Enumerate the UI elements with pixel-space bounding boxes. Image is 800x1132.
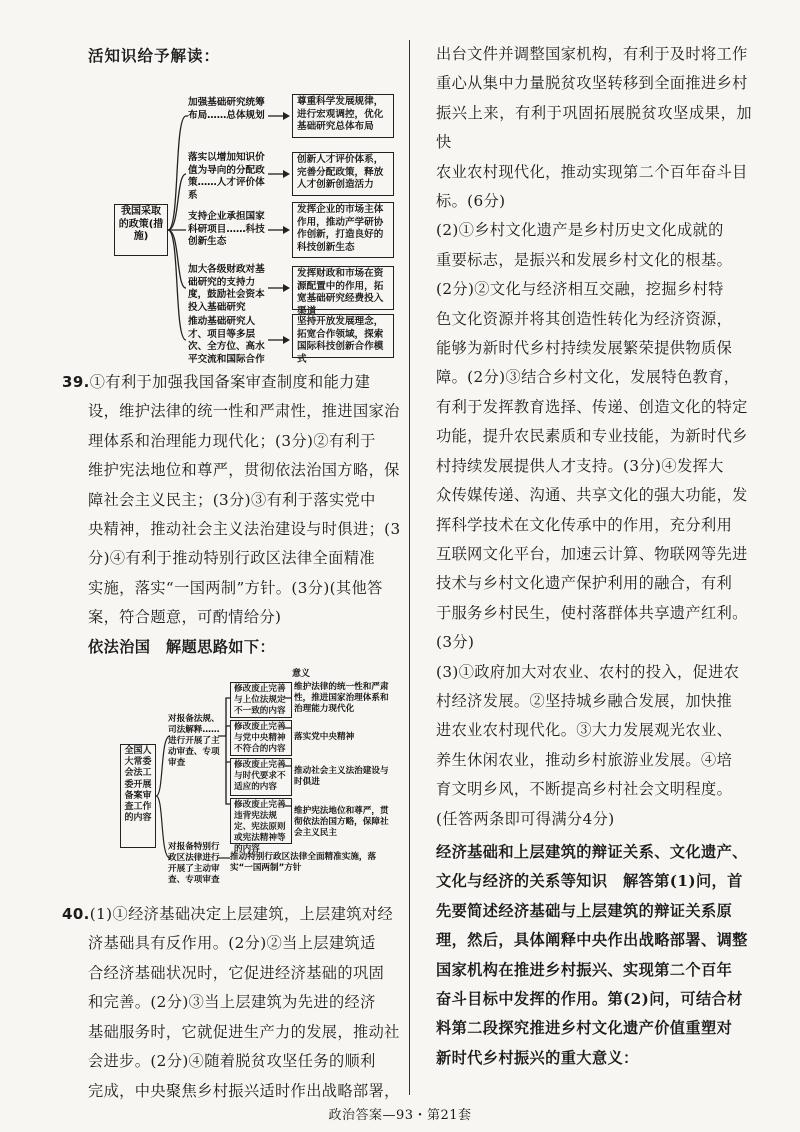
diagram1-measure: 加大各级财政对基础研究的支持力度，鼓励社会资本投入基础研究	[188, 264, 265, 313]
column-divider	[409, 40, 410, 1095]
answer-line: 挥科学技术在文化传承中的作用，充分利用	[436, 515, 733, 534]
answer-line: (3)①政府加大对农业、农村的投入，促进农	[436, 662, 740, 681]
diagram1-measure: 支持企业承担国家科研项目……科技创新生态	[188, 211, 265, 248]
diagram1-root: 我国采取的政策(措施)	[114, 204, 168, 256]
answer-line: 设，维护法律的统一性和严肃性，推进国家治	[88, 402, 400, 421]
answer-line: 案，符合题意，可酌情给分)	[88, 608, 282, 627]
diagram2-meaning: 落实党中央精神	[294, 732, 355, 743]
diagram1-meaning: 坚持开放发展理念，拓宽合作领域，探索国际科技创新合作模式	[292, 314, 394, 358]
diagram2-meaning: 推动社会主义法治建设与时俱进	[294, 766, 389, 788]
diagram1-meaning: 发挥企业的市场主体作用，推动产学研协作创新，打造良好的科技创新生态	[292, 202, 394, 258]
diagram1-meaning: 创新人才评价体系，完善分配政策，释放人才创新创造活力	[292, 152, 394, 196]
analysis-line: 理，然后，具体阐释中央作出战略部署、调整	[436, 931, 748, 950]
diagram2-action: 修改废止完善与党中央精神不符合的内容	[230, 720, 292, 756]
answer-line: 实施，落实“一国两制”方针。(3分)(其他答	[88, 578, 383, 597]
diagram2-heading: 依法治国 解题思路如下：	[88, 637, 276, 656]
diagram2-action: 修改废止完善与时代要求不适应的内容	[230, 758, 292, 796]
answer-line: 养生休闲农业，推动乡村旅游业发展。④培	[436, 750, 733, 769]
diagram2-meaning: 维护法律的统一性和严肃性，推进国家治理体系和治理能力现代化	[294, 682, 389, 715]
question-40	[62, 900, 406, 1106]
answer-line: 能够为新时代乡村持续发展繁荣提供物质保	[436, 339, 733, 358]
answer-line: 功能，提升农民素质和专业技能，为新时代乡	[436, 427, 748, 446]
answer-line: 障社会主义民主；(3分)③有利于落实党中	[88, 490, 376, 509]
policy-diagram	[88, 72, 406, 365]
answer-line: 技术与乡村文化遗产保护利用的融合，有利	[436, 574, 733, 593]
answer-line: 标。(6分)	[436, 192, 506, 211]
answer-line: 育文明乡风，不断提高乡村社会文明程度。	[436, 780, 733, 799]
answer-line: 央精神，推动社会主义法治建设与时俱进；(3	[88, 520, 401, 539]
answer-line: 分)④有利于推动特别行政区法律全面精准	[88, 549, 375, 568]
answer-line: 农业农村现代化，推动实现第二个百年奋斗目	[436, 162, 748, 181]
review-scope: 对报备法规、司法解释……进行开展了主动审查、专项审查	[168, 714, 220, 769]
diagram2-action: 修改废止完善与上位法规定不一致的内容	[230, 682, 292, 718]
answer-line: 众传媒传递、沟通、共享文化的强大功能，发	[436, 486, 748, 505]
diagram2-action: 修改废止完善违背宪法规定、宪法原则或宪法精神等的内容	[230, 798, 292, 844]
page-footer: 政治答案—93・第21套	[328, 1108, 472, 1123]
diagram2-meaning: 推动特别行政区法律全面精准实施，落实“一国两制”方针	[230, 852, 377, 874]
analysis-line: 国家机构在推进乡村振兴、实现第二个百年	[436, 960, 733, 979]
diagram1-meaning: 尊重科学发展规律，进行宏观调控，优化基础研究总体布局	[292, 94, 394, 138]
answer-line: 互联网文化平台，加速云计算、物联网等先进	[436, 544, 748, 563]
answer-line: (任答两条即可得满分4分)	[436, 809, 615, 828]
section-heading: 活知识给予解读：	[88, 46, 221, 65]
diagram1-measure: 落实以增加知识价值为导向的分配政策……人才评价体系	[188, 152, 265, 201]
diagram1-measure: 加强基础研究统筹布局……总体规划	[188, 97, 265, 121]
review-scope: 对报备特别行政区法律进行开展了主动审查、专项审查	[168, 842, 220, 886]
question-number: 39.	[62, 373, 90, 391]
answer-line: 完成，中央聚焦乡村振兴适时作出战略部署，	[88, 1081, 400, 1100]
answer-line: 合经济基础状况时，它促进经济基础的巩固	[88, 963, 385, 982]
rule-of-law-diagram	[88, 666, 406, 892]
meaning-header: 意义	[292, 669, 311, 680]
answer-line: 维护宪法地位和尊严，贯彻依法治国方略，保	[88, 461, 400, 480]
answer-line: 进农业农村现代化。③大力发展观光农业、	[436, 721, 733, 740]
question-number: 40.	[62, 905, 90, 924]
answer-line: (2)①乡村文化遗产是乡村历史文化成就的	[436, 221, 724, 240]
answer-line: 村持续发展提供人才支持。(3分)④发挥大	[436, 456, 724, 475]
diagram1-measure: 推动基础研究人才、项目等多层次、全方位、高水平交流和国际合作	[188, 316, 265, 365]
diagram1-meaning: 发挥财政和市场在资源配置中的作用，拓宽基础研究经费投入渠道	[292, 266, 394, 310]
answer-line: 出台文件并调整国家机构，有利于及时将工作	[436, 45, 748, 63]
answer-line: 振兴上来，有利于巩固拓展脱贫攻坚成果，加快	[436, 103, 752, 152]
answer-line: 色文化资源并将其创造性转化为经济资源，	[436, 309, 733, 328]
diagram2-root: 全国人大常委会法工委开展备案审查工作的内容	[120, 744, 156, 848]
analysis-line: 经济基础和上层建筑的辩证关系、文化遗产、	[436, 842, 748, 861]
left-column	[62, 44, 406, 1106]
answer-line: 理体系和治理能力现代化；(3分)②有利于	[88, 431, 376, 450]
answer-line: 重要标志，是振兴和发展乡村文化的根基。	[436, 250, 733, 269]
analysis-line: 新时代乡村振兴的重大意义：	[436, 1048, 639, 1067]
analysis-block	[436, 838, 752, 1073]
answer-line: ①有利于加强我国备案审查制度和能力建	[89, 373, 371, 391]
answer-line: 会进步。(2分)④随着脱贫攻坚任务的顺利	[88, 1052, 376, 1071]
answer-line: 村经济发展。②坚持城乡融合发展，加快推	[436, 691, 733, 710]
answer-line: 重心从集中力量脱贫攻坚转移到全面推进乡村	[436, 74, 748, 93]
question-39	[62, 368, 406, 633]
right-column	[436, 40, 752, 1073]
analysis-line: 文化与经济的关系等知识 解答第(1)问，首	[436, 872, 743, 891]
answer-line: (1)①经济基础决定上层建筑，上层建筑对经	[89, 905, 394, 924]
answer-line: 和完善。(2分)③当上层建筑为先进的经济	[88, 993, 376, 1012]
answer-line: 有利于发挥教育选择、传递、创造文化的特定	[436, 397, 748, 416]
answer-line: (3分)	[436, 633, 475, 652]
answer-line: 济基础具有反作用。(2分)②当上层建筑适	[88, 934, 376, 953]
answer-line: 于服务乡村民生，使村落群体共享遗产红利。	[436, 603, 748, 622]
diagram2-meaning: 维护宪法地位和尊严，贯彻依法治国方略，保障社会主义民主	[294, 806, 389, 839]
analysis-line: 奋斗目标中发挥的作用。第(2)问，可结合材	[436, 990, 743, 1008]
analysis-line: 料第二段探究推进乡村文化遗产价值重塑对	[436, 1019, 733, 1038]
answer-line: 基础服务时，它就促进生产力的发展，推动社	[88, 1022, 400, 1041]
answer-line: 障。(2分)③结合乡村文化，发展特色教育，	[436, 368, 740, 387]
analysis-line: 先要简述经济基础与上层建筑的辩证关系原	[436, 901, 733, 920]
answer-line: (2分)②文化与经济相互交融，挖掘乡村特	[436, 280, 724, 299]
